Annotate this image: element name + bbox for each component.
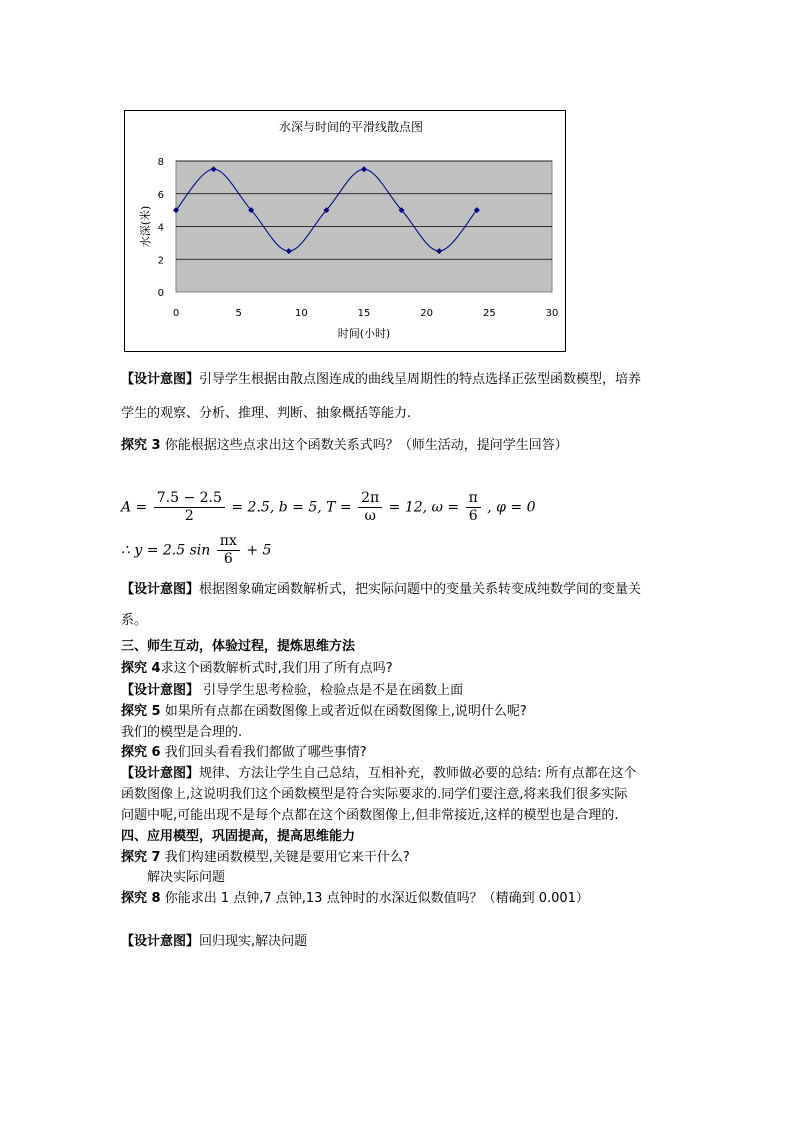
design-intent-8	[121, 933, 307, 951]
design-intent-text: 根据图象确定函数解析式，把实际问题中的变量关系转变成纯数学间的变量关	[199, 582, 642, 597]
y-axis-label: 水深(米)	[139, 205, 152, 248]
design-intent-label: 【设计意图】	[121, 934, 200, 949]
y-tick-label: 6	[157, 189, 164, 201]
formula-line-1	[121, 490, 536, 525]
design-intent-text: 引导学生思考检验，检验点是不是在函数上面	[199, 683, 464, 698]
explore-5-answer: 我们的模型是合理的.	[121, 725, 243, 740]
design-intent-6	[121, 765, 637, 783]
chart-frame	[124, 110, 566, 352]
x-axis-label: 时间(小时)	[337, 327, 391, 340]
x-tick-label: 15	[357, 308, 371, 319]
design-intent-1	[121, 371, 641, 389]
x-tick-label: 10	[294, 308, 308, 319]
design-intent-label: 【设计意图】	[121, 582, 200, 597]
explore-label: 探究 4	[121, 661, 161, 676]
x-tick-label: 0	[172, 308, 180, 319]
design-intent-1-cont: 学生的观察、分析、推理、判断、抽象概括等能力.	[121, 406, 412, 421]
explore-label: 探究 7	[121, 850, 161, 865]
explore-6	[121, 744, 367, 762]
chart	[125, 111, 565, 351]
explore-text: 你能求出 1 点钟,7 点钟,13 点钟时的水深近似数值吗？（精确到 0.001）	[160, 891, 589, 906]
fraction-t	[358, 490, 382, 525]
explore-label: 探究 3	[121, 438, 161, 453]
design-intent-text: 引导学生根据由散点图连成的曲线呈周期性的特点选择正弦型函数模型，培养	[199, 372, 642, 387]
chart-title: 水深与时间的平滑线散点图	[278, 120, 424, 134]
x-tick-label: 25	[482, 308, 496, 319]
y-tick-label: 8	[157, 157, 164, 168]
explore-label: 探究 5	[121, 704, 161, 719]
fraction-den: 6	[468, 508, 478, 524]
fraction-den: 6	[223, 551, 233, 567]
fraction-den: ω	[364, 508, 376, 524]
y-tick-label: 4	[157, 222, 164, 234]
explore-7-answer: 解决实际问题	[147, 870, 226, 885]
explore-7	[121, 849, 410, 867]
design-intent-6-l2: 函数图像上,这说明我们这个函数模型是符合实际要求的.同学们要注意,将来我们很多实际	[121, 787, 628, 802]
explore-text: 我们构建函数模型,关键是要用它来干什么?	[160, 850, 410, 865]
formula-mid-1: = 2.5, b = 5, T =	[231, 499, 352, 516]
fraction-w	[466, 490, 481, 525]
design-intent-label: 【设计意图】	[121, 683, 200, 698]
explore-label: 探究 6	[121, 745, 161, 760]
fraction-den: 2	[184, 508, 194, 524]
fraction-a	[154, 490, 225, 525]
explore-text: 求这个函数解析式时,我们用了所有点吗?	[160, 661, 393, 676]
explore-label: 探究 8	[121, 891, 161, 906]
fraction-num: 7.5 − 2.5	[154, 490, 225, 508]
y-tick-label: 2	[157, 255, 164, 267]
explore-text: 我们回头看看我们都做了哪些事情?	[160, 745, 367, 760]
design-intent-4	[121, 682, 463, 700]
formula-end: , φ = 0	[487, 499, 536, 516]
section-heading-4: 四、应用模型，巩固提高，提高思维能力	[121, 829, 356, 844]
design-intent-text: 规律、方法让学生自己总结，互相补充，教师做必要的总结: 所有点都在这个	[199, 766, 637, 781]
fraction-num: 2π	[358, 490, 382, 508]
design-intent-2	[121, 581, 641, 599]
formula-y-end: + 5	[246, 542, 272, 559]
explore-text: 你能根据这些点求出这个函数关系式吗？（师生活动，提问学生回答）	[160, 438, 568, 453]
fraction-num: πx	[217, 533, 240, 551]
formula-y-lhs: ∴ y = 2.5 sin	[121, 542, 211, 559]
explore-4	[121, 660, 393, 678]
explore-text: 如果所有点都在函数图像上或者近似在函数图像上,说明什么呢?	[160, 704, 527, 719]
formula-a: A =	[121, 499, 148, 516]
x-tick-label: 30	[545, 308, 559, 319]
y-tick-label: 0	[157, 288, 164, 299]
fraction-y	[217, 533, 240, 568]
x-tick-label: 20	[420, 308, 434, 319]
section-heading-3: 三、师生互动，体验过程，提炼思维方法	[121, 639, 356, 654]
design-intent-label: 【设计意图】	[121, 372, 200, 387]
explore-8	[121, 890, 589, 908]
x-tick-label: 5	[235, 308, 242, 319]
explore-5	[121, 703, 527, 721]
design-intent-text: 回归现实,解决问题	[199, 934, 308, 949]
fraction-num: π	[466, 490, 481, 508]
design-intent-2-cont: 系。	[121, 613, 148, 628]
formula-mid-2: = 12, ω =	[388, 499, 460, 516]
formula-line-2	[121, 533, 271, 568]
design-intent-label: 【设计意图】	[121, 766, 200, 781]
explore-3	[121, 437, 568, 455]
design-intent-6-l3: 问题中呢,可能出现不是每个点都在这个函数图像上,但非常接近,这样的模型也是合理的.	[121, 808, 619, 823]
